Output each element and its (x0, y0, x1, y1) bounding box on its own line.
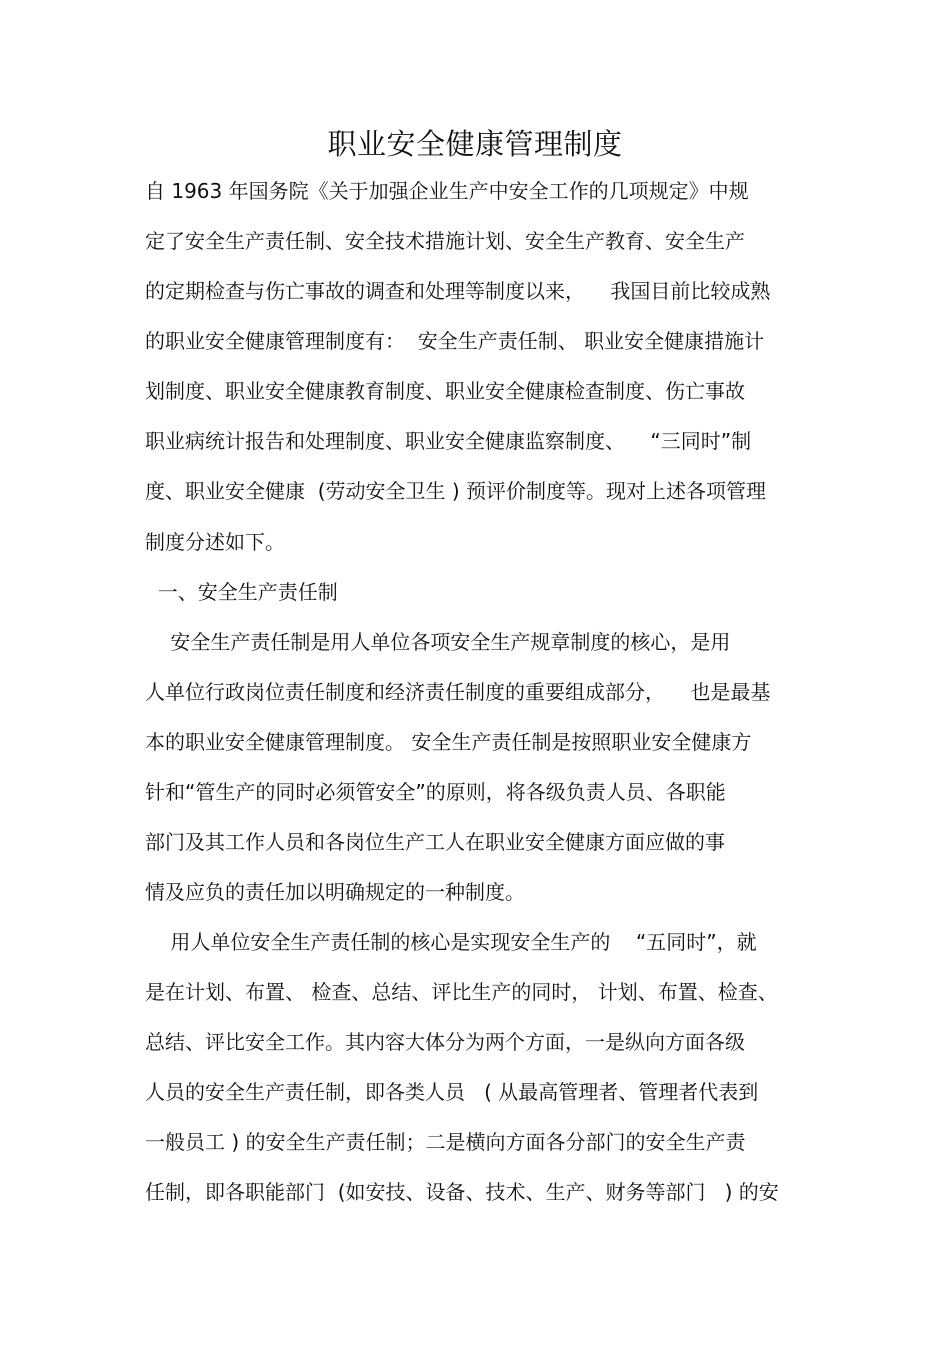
paragraph-line: 人员的安全生产责任制，即各类人员 ( 从最高管理者、管理者代表到 (145, 1080, 759, 1104)
paragraph-line: 制度分述如下。 (145, 530, 285, 554)
paragraph-line: 是在计划、布置、 检查、总结、评比生产的同时， 计划、布置、检查、 (145, 980, 778, 1004)
paragraph-line: 的定期检查与伤亡事故的调查和处理等制度以来， 我国目前比较成熟 (145, 279, 771, 303)
paragraph-line: 自 1963 年国务院《关于加强企业生产中安全工作的几项规定》中规 (145, 179, 749, 203)
paragraph-line: 任制，即各职能部门 (如安技、设备、技术、生产、财务等部门 ) 的安 (145, 1180, 779, 1204)
paragraph-line: 度、职业安全健康 (劳动安全卫生 ) 预评价制度等。现对上述各项管理 (145, 479, 767, 503)
paragraph-line: 总结、评比安全工作。其内容大体分为两个方面，一是纵向方面各级 (145, 1030, 745, 1054)
paragraph-line: 职业病统计报告和处理制度、职业安全健康监察制度、 “三同时”制 (145, 429, 752, 453)
paragraph-line: 部门及其工作人员和各岗位生产工人在职业安全健康方面应做的事 (145, 830, 725, 854)
paragraph-line: 的职业安全健康管理制度有： 安全生产责任制、 职业安全健康措施计 (145, 329, 765, 353)
paragraph-line: 人单位行政岗位责任制度和经济责任制度的重要组成部分， 也是最基 (145, 680, 771, 704)
paragraph-line: 定了安全生产责任制、安全技术措施计划、安全生产教育、安全生产 (145, 229, 745, 253)
paragraph-line: 用人单位安全生产责任制的核心是实现安全生产的 “五同时”，就 (145, 930, 757, 954)
paragraph-line: 本的职业安全健康管理制度。 安全生产责任制是按照职业安全健康方 (145, 730, 752, 754)
section-heading: 一、安全生产责任制 (145, 580, 338, 604)
document-title: 职业安全健康管理制度 (327, 127, 623, 161)
paragraph-line: 划制度、职业安全健康教育制度、职业安全健康检查制度、伤亡事故 (145, 379, 745, 403)
paragraph-line: 针和“管生产的同时必须管安全”的原则，将各级负责人员、各职能 (145, 780, 726, 804)
paragraph-line: 情及应负的责任加以明确规定的一种制度。 (145, 880, 525, 904)
paragraph-line: 一般员工 ) 的安全生产责任制；二是横向方面各分部门的安全生产责 (145, 1130, 746, 1154)
paragraph-line: 安全生产责任制是用人单位各项安全生产规章制度的核心，是用 (145, 630, 731, 654)
